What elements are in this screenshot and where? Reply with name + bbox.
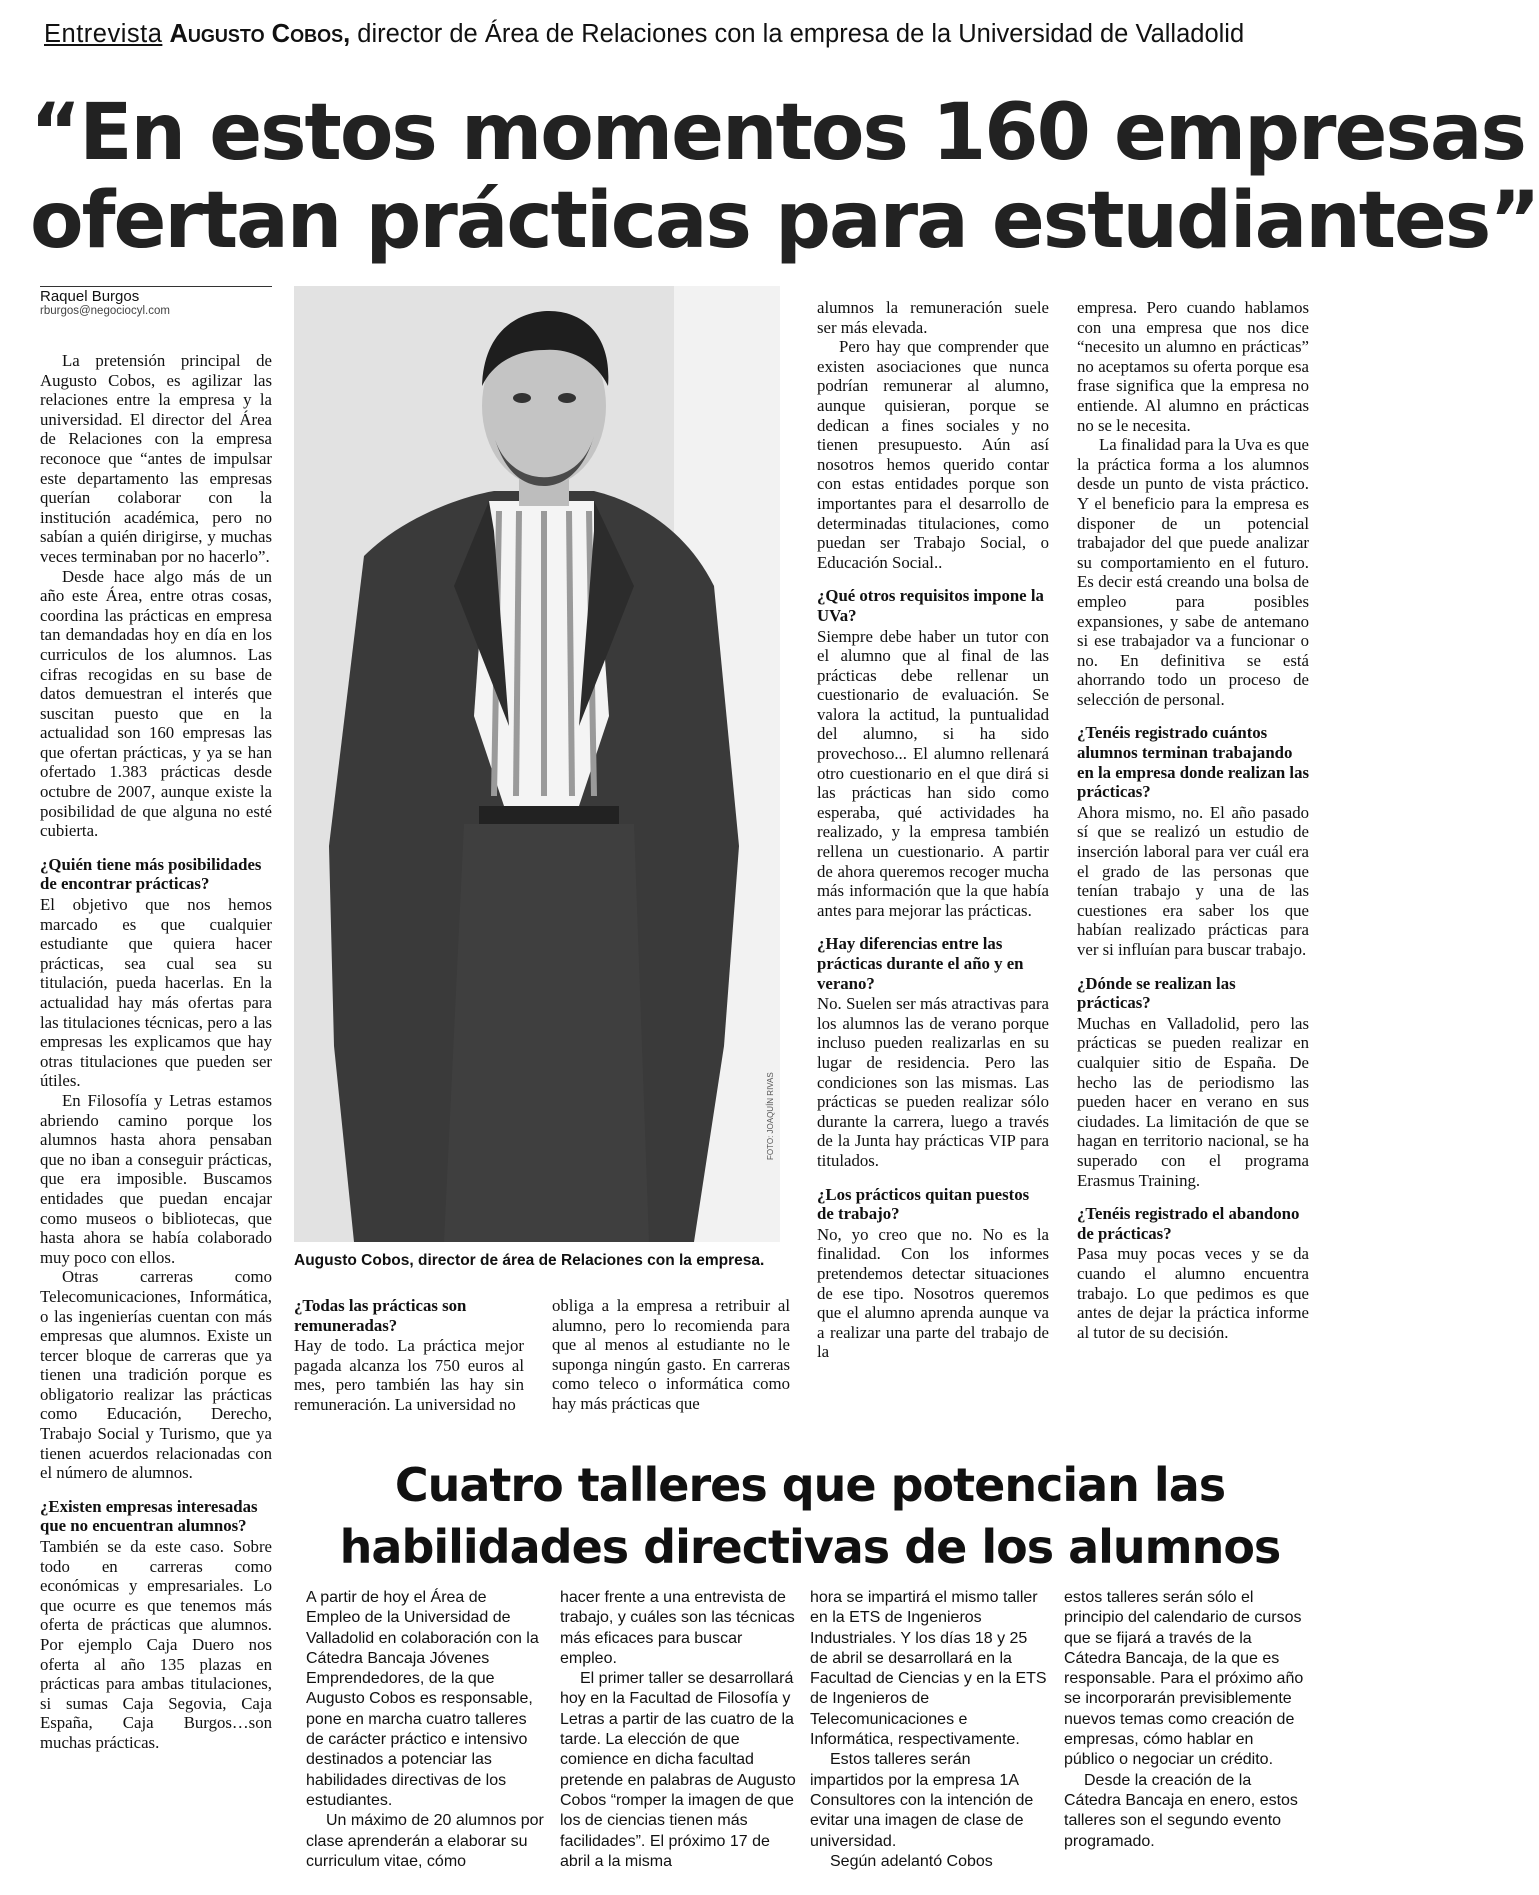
body-paragraph: Desde hace algo más de un año este Área, entre otras cosas, coordina las prácticas en empresa tan demandadas hoy en día en los curriculos de los alumnos. Las cifras recogidas en su base de datos demuestran el interés que suscitan puesto que en la actualidad son 160 empresas las que ofertan prácticas, y ya se han ofertado 1.383 prácticas desde octubre de 2007, aunque existe la posibilidad de que alguna no esté cubierta. — [40, 566, 272, 841]
story-paragraph: estos talleres serán sólo el principio del calendario de cursos que se fijará a través de la Cátedra Bancaja, de la que es responsable. Para el próximo año se incorporarán previsiblemente nuevos temas como creación de empresas, cómo hablar en público o negociar un crédito. — [1064, 1589, 1304, 1769]
answer-paragraph: obliga a la empresa a retribuir al alumno, pero lo recomienda para que al menos al estudiante no le suponga ningún gasto. En carreras como teleco o informática como hay más prácticas que — [552, 1296, 790, 1413]
article-column-2a — [294, 1296, 524, 1415]
interviewee-name: Augusto Cobos, — [169, 20, 351, 48]
section-label: Entrevista — [44, 20, 163, 48]
answer-paragraph: Muchas en Valladolid, pero las prácticas se pueden realizar en cualquier sitio de España. De hecho las de periodismo las pueden hacer en verano en sus ciudades. La limitación de que se hagan en territorio nacional, se ha superado con el programa Erasmus Training. — [1077, 1013, 1309, 1190]
byline — [40, 286, 272, 318]
second-story-title-line-2: habilidades directivas de los alumnos — [339, 1520, 1281, 1574]
answer-paragraph: También se da este caso. Sobre todo en carreras como económicas y empresariales. Lo que ocurre es que tenemos más oferta de prácticas que alumnos. Por ejemplo Caja Duero nos oferta al año 135 plazas en prácticas para ambas titulaciones, si sumas Caja Segovia, Caja España, Caja Burgos…son muchas prácticas. — [40, 1537, 272, 1752]
answer-paragraph: Pasa muy pocas veces y se da cuando el alumno encuentra trabajo. Lo que pedimos es que antes de dejar la práctica informe al tutor de su decisión. — [1077, 1244, 1309, 1342]
question-heading: ¿Los prácticos quitan puestos de trabajo? — [817, 1184, 1030, 1224]
kicker — [44, 20, 1294, 54]
body-paragraph: La finalidad para la Uva es que la práctica forma a los alumnos desde un punto de vista práctico. Y el beneficio para la empresa es disponer de un potencial trabajador del que puede analizar su comportamiento en el futuro. Es decir está creando una bolsa de empleo para posibles expansiones, y sabe de antemano si ese trabajador va a funcionar o no. En definitiva se está ahorrando todo un proceso de selección de personal. — [1077, 435, 1309, 709]
story-paragraph: A partir de hoy el Área de Empleo de la Universidad de Valladolid en colaboración con la Cátedra Bancaja Jóvenes Emprendedores, de la que Augusto Cobos es responsable, pone en marcha cuatro talleres de carácter práctico e intensivo destinados a potenciar las habilidades directivas de los estudiantes. — [306, 1589, 539, 1809]
article-column-2b — [552, 1296, 790, 1414]
question-heading: ¿Existen empresas interesadas que no encuentran alumnos? — [40, 1496, 258, 1536]
answer-paragraph: El objetivo que nos hemos marcado es que cualquier estudiante que quiera hacer prácticas, sea cual sea su titulación, pueda hacerlas. En la actualidad hay más ofertas para las titulaciones técnicas, pero a las empresas les explicamos que hay otras titulaciones que pueden ser útiles. — [40, 895, 272, 1091]
answer-paragraph: Ahora mismo, no. El año pasado sí que se realizó un estudio de inserción laboral para ver cuál era el grado de las personas que tenían trabajo y una de las cuestiones era saber los que habían realizado prácticas para ver si influían para buscar trabajo. — [1077, 802, 1309, 959]
second-story-title-line-1: Cuatro talleres que potencian las — [394, 1458, 1226, 1512]
question-heading: ¿Todas las prácticas son remuneradas? — [294, 1296, 467, 1335]
photo-caption: Augusto Cobos, director de área de Relaciones con la empresa. — [294, 1252, 765, 1269]
second-story-column-2 — [560, 1588, 798, 1872]
question-heading: ¿Quién tiene más posibilidades de encontrar prácticas? — [40, 854, 262, 894]
answer-paragraph: Otras carreras como Telecomunicaciones, Informática, o las ingenierías cuentan con más empresas que alumnos. Existe un tercer bloque de carreras que ya tienen una tradición porque es obligatorio realizar las prácticas como Educación, Derecho, Trabajo Social y Turismo, que ya tienen acuerdos relacionadas con el número de alumnos. — [40, 1267, 272, 1483]
question-heading: ¿Tenéis registrado el abandono de prácticas? — [1077, 1204, 1300, 1243]
body-paragraph: empresa. Pero cuando hablamos con una empresa que nos dice “necesito un alumno en prácticas” no aceptamos su oferta porque esa frase significa que la empresa no entiende. Al alumno en prácticas no se le necesita. — [1077, 298, 1309, 435]
article-column-1 — [40, 351, 272, 1753]
article-column-4 — [1077, 298, 1309, 1342]
body-paragraph: alumnos la remuneración suele ser más elevada. — [817, 298, 1049, 337]
story-paragraph: Estos talleres serán impartidos por la empresa 1A Consultores con la intención de evitar una imagen de clase de universidad. — [810, 1751, 1034, 1850]
answer-paragraph: Siempre debe haber un tutor con el alumno que al final de las prácticas debe rellenar un cuestionario de evaluación. Se valora la actitud, la puntualidad del alumno, si ha sido provechoso... El alumno rellenará otro cuestionario en el que dirá si las prácticas han sido como esperaba, qué actividades ha realizado, y la empresa también rellena un cuestionario. A partir de ahora queremos recoger mucha más información que la que había antes para mejorar las prácticas. — [817, 626, 1049, 920]
answer-paragraph: En Filosofía y Letras estamos abriendo camino porque los alumnos hasta ahora pensaban que no iban a conseguir prácticas, que era imposible. Buscamos entidades que puedan encajar como museos o bibliotecas, que hasta ahora se había colaborado muy poco con ellos. — [40, 1090, 272, 1267]
answer-paragraph: No. Suelen ser más atractivas para los alumnos las de verano porque incluso pueden realizarlas en su lugar de residencia. Pero las condiciones son las mismas. Las prácticas se pueden realizar sólo durante la carrera, luego a través de la Junta hay prácticas VIP para titulados. — [817, 994, 1049, 1170]
interviewee-description: director de Área de Relaciones con la empresa de la Universidad de Valladolid — [357, 20, 1245, 48]
second-story-column-3 — [810, 1588, 1048, 1872]
answer-paragraph: Hay de todo. La práctica mejor pagada alcanza los 750 euros al mes, pero también las hay sin remuneración. La universidad no — [294, 1336, 524, 1414]
question-heading: ¿Tenéis registrado cuántos alumnos terminan trabajando en la empresa donde realizan las prácticas? — [1077, 723, 1309, 802]
story-paragraph: Un máximo de 20 alumnos por clase aprenderán a elaborar su curriculum vitae, cómo — [306, 1812, 544, 1870]
article-column-3 — [817, 298, 1049, 1362]
photo-illustration — [294, 286, 780, 1242]
interviewee-photo — [294, 286, 780, 1242]
photo-credit: FOTO: JOAQUÍN RIVAS — [766, 1072, 775, 1160]
question-heading: ¿Dónde se realizan las prácticas? — [1077, 973, 1236, 1013]
story-paragraph: Según adelantó Cobos — [830, 1852, 993, 1870]
headline-line-1: “En estos momentos 160 empresas — [30, 88, 1525, 178]
byline-author: Raquel Burgos — [40, 288, 140, 305]
byline-email: rburgos@negociocyl.com — [40, 305, 170, 317]
headline-line-2: ofertan prácticas para estudiantes” — [30, 176, 1539, 266]
question-heading: ¿Qué otros requisitos impone la UVa? — [817, 586, 1044, 625]
story-paragraph: El primer taller se desarrollará hoy en la Facultad de Filosofía y Letras a partir de las cuatro de la tarde. La elección de que comience en dicha facultad pretende en palabras de Augusto Cobos “romper la imagen de que los de ciencias tienen más facilidades”. El próximo 17 de abril a la misma — [560, 1670, 796, 1870]
answer-paragraph: No, yo creo que no. No es la finalidad. Con los informes pretendemos detectar situaciones de ese tipo. Nosotros queremos que el alumno aprenda aunque va a realizar una parte del trabajo de la — [817, 1224, 1049, 1362]
story-paragraph: hora se impartirá el mismo taller en la ETS de Ingenieros Industriales. Y los días 18 y 25 de abril se desarrollará en la Facultad de Ciencias y en la ETS de Ingenieros de Telecomunicaciones e Informática, respectivamente. — [810, 1589, 1047, 1749]
story-paragraph: Desde la creación de la Cátedra Bancaja en enero, estos talleres son el segundo evento programado. — [1064, 1771, 1298, 1850]
body-paragraph: Pero hay que comprender que existen asociaciones que nunca podrían remunerar al alumno, aunque quisieran, porque se dedican a fines sociales y no tienen presupuesto. Aún así nosotros hemos querido contar con estas entidades porque son importantes para el desarrollo de determinadas titulaciones, como puedan ser Trabajo Social, o Educación Social.. — [817, 337, 1049, 572]
intro-paragraph: La pretensión principal de Augusto Cobos, es agilizar las relaciones entre la empresa y la universidad. El director del Área de Relaciones con la empresa reconoce que “antes de impulsar este departamento las empresas querían colaborar con la institución académica, pero no sabían a quién dirigirse, y muchas veces terminaban por no hacerlo”. — [40, 351, 272, 566]
story-paragraph: hacer frente a una entrevista de trabajo, y cuáles son las técnicas más eficaces para buscar empleo. — [560, 1589, 795, 1667]
second-story-column-4 — [1064, 1588, 1304, 1852]
second-story-column-1 — [306, 1588, 544, 1872]
question-heading: ¿Hay diferencias entre las prácticas durante el año y en verano? — [817, 934, 1024, 993]
